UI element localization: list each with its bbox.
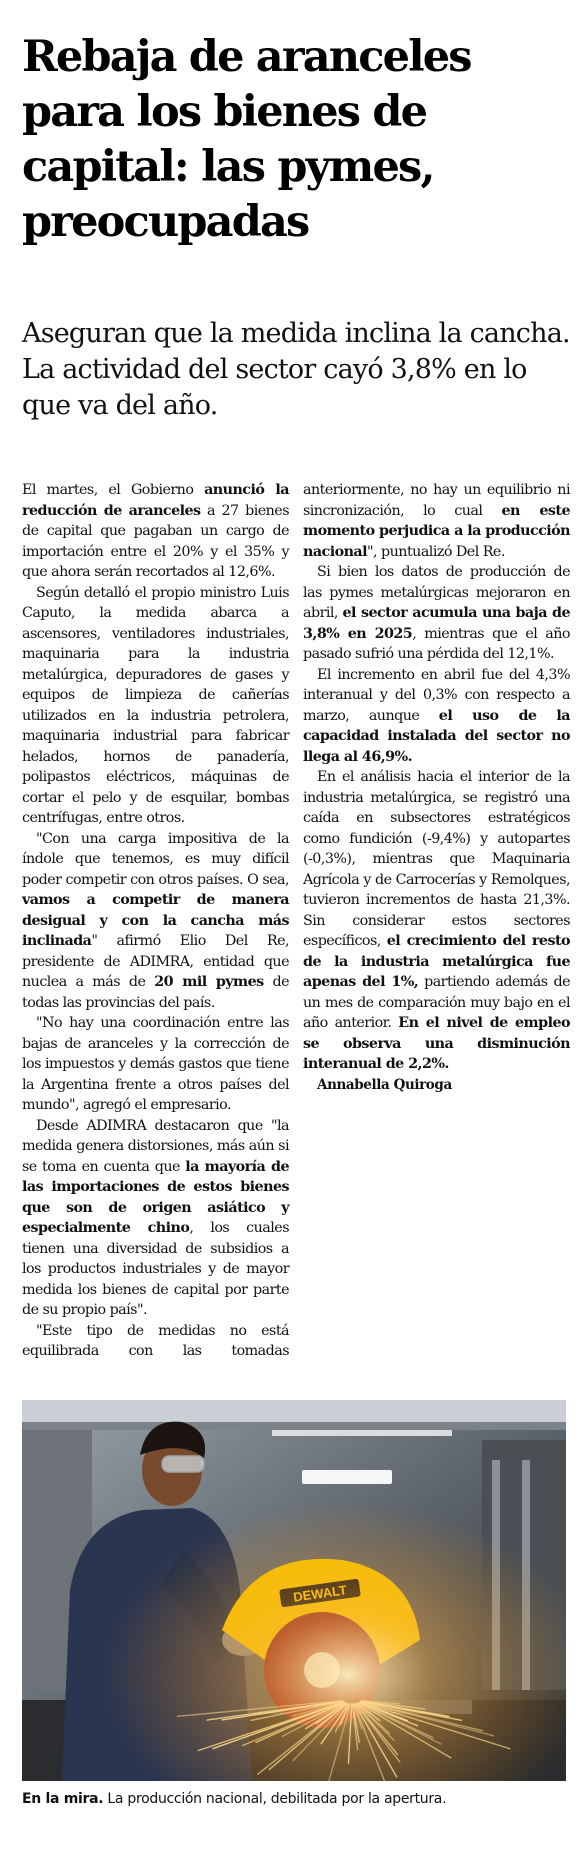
text-run: ", puntualizó Del Re.: [367, 543, 505, 560]
article-paragraph: [22, 583, 289, 829]
bold-text-run: la mayoría de las importaciones de estos bienes que son de origen asiático y especialmente chino: [22, 1158, 290, 1236]
caption-lead: En la mira.: [22, 1791, 104, 1807]
text-run: a 27 bienes de capital que pagaban un cargo de importación entre el 20% y el 35% y que ahora serán recortados al 12,6%.: [22, 502, 289, 580]
text-run: " afirmó Elio Del Re, presidente de ADIMRA, entidad que nuclea a más de: [22, 933, 289, 990]
bold-text-run: en este momento perjudica a la producción nacional: [303, 502, 570, 560]
article-paragraph: [22, 480, 289, 583]
bold-text-run: el crecimiento del resto de la industria metalúrgica fue apenas del 1%,: [303, 933, 570, 990]
bold-text-run: anunció la reducción de aranceles: [22, 482, 290, 519]
text-run: partiendo además de un mes de comparación muy bajo en el año anterior.: [303, 974, 570, 1031]
bold-text-run: el uso de la capacidad instalada del sector no llega al 46,9%.: [303, 707, 570, 765]
text-run: Si bien los datos de producción de las pymes metalúrgicas mejoraron en abril,: [303, 564, 570, 621]
text-run: Desde ADIMRA destacaron que "la medida genera distorsiones, más aún si se toma en cuenta que: [22, 1117, 289, 1175]
photo-caption: [22, 1789, 570, 1809]
bold-text-run: vamos a competir de manera desigual y con la cancha más inclinada: [22, 892, 289, 949]
bold-text-run: En el nivel de empleo se observa una disminución interanual de 2,2%.: [303, 1015, 570, 1072]
article-subhead: Aseguran que la medida inclina la cancha. La actividad del sector cayó 3,8% en lo que va del año.: [22, 318, 570, 421]
text-run: Según detalló el propio ministro Luis Caputo, la medida abarca a ascensores, ventiladores industriales, maquinaria para la industria metalúrgica, depuradores de gases y equipos de limpieza de cañerías utilizados en la industria petrolera, maquinaria industrial para fabricar helados, hornos de panadería, polipastos eléctricos, máquinas de cortar el pelo y de esquilar, bombas centrífugas, entre otros.: [22, 584, 289, 826]
article-body: [22, 480, 570, 1380]
text-run: de todas las provincias del país.: [22, 974, 289, 1011]
text-run: , los cuales tienen una diversidad de subsidios a los productos industriales y de mayor medida los bienes de capital por parte de su propio país".: [22, 1220, 289, 1318]
article-byline: Annabella Quiroga: [317, 1076, 452, 1093]
article-photo: [22, 1400, 566, 1781]
bold-text-run: 20 mil pymes: [154, 974, 264, 990]
text-run: En el análisis hacia el interior de la industria metalúrgica, se registró una caída en subsectores estratégicos como fundición (-9,4%) y autopartes (-0,3%), mientras que Maquinaria Agrícola y de Carrocerías y Remolques, tuvieron incrementos de hasta 21,3%. Sin considerar estos sectores específicos,: [303, 769, 570, 949]
worker-cutting-metal-photo: [22, 1400, 566, 1781]
text-run: "No hay una coordinación entre las bajas de aranceles y la corrección de los impuestos y demás gastos que tiene la Argentina frente a otros países del mundo", agregó el empresario.: [22, 1015, 289, 1113]
article-paragraph: [22, 829, 289, 1014]
caption-text: La producción nacional, debilitada por la apertura.: [103, 1791, 447, 1807]
text-run: El martes, el Gobierno: [22, 482, 205, 498]
text-run: , mientras que el año pasado sufrió una pérdida del 12,1%.: [303, 625, 570, 662]
text-run: "Con una carga impositiva de la índole que tenemos, es muy difícil poder competir con otros países. O sea,: [22, 830, 289, 888]
text-run: El incremento en abril fue del 4,3% interanual y del 0,3% con respecto a marzo, aunque: [303, 666, 570, 724]
article-paragraph: [303, 562, 570, 665]
article-headline: Rebaja de aranceles para los bienes de capital: las pymes, preocupadas: [22, 32, 471, 247]
article-paragraph: [22, 1116, 289, 1321]
bold-text-run: el sector acumula una baja de 3,8% en 2025: [303, 605, 570, 642]
article-paragraph: [22, 1013, 289, 1116]
article-paragraph: [303, 665, 570, 768]
text-run: "Este tipo de medidas no está equilibrada con las tomadas anteriormente, no hay un equilibrio ni sincronización, lo cual: [22, 482, 570, 1359]
article-paragraph: [303, 767, 570, 1075]
